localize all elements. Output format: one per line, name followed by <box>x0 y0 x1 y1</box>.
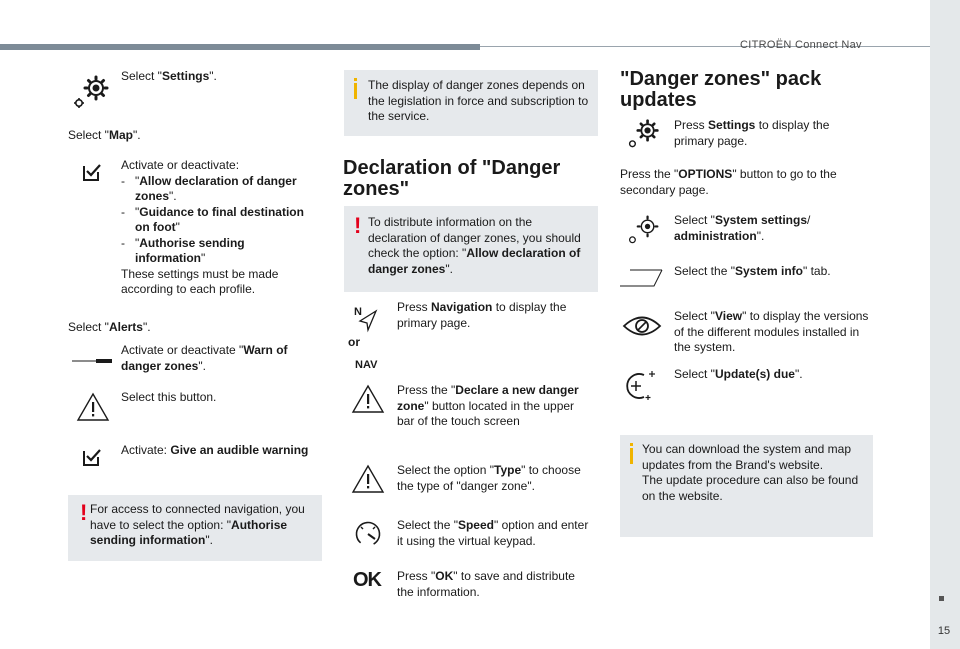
toggle-icon <box>72 351 112 369</box>
info-mark-icon <box>630 448 633 464</box>
select-view-text: Select "View" to display the versions of the different modules installed in the system. <box>674 309 869 354</box>
select-speed-text: Select the "Speed" option and enter it using the virtual keypad. <box>397 518 589 548</box>
select-map-text: Select "Map". <box>68 128 141 142</box>
activate-block: Activate or deactivate: - "Allow declaration of danger zones". - "Guidance to final destination on foot" - "Authorise sending information" These settings must be made according to each profile. <box>121 158 304 296</box>
audible-warning-text: Activate: Give an audible warning <box>121 443 309 457</box>
info-note-box: The display of danger zones depends on the legislation in force and subscription to the service. <box>344 70 598 136</box>
settings-icon <box>626 118 662 155</box>
header-rule <box>0 44 480 50</box>
settings-icon <box>72 74 112 115</box>
options-text: Press the "OPTIONS" button to go to the secondary page. <box>620 167 837 197</box>
warning-triangle-icon <box>76 392 110 427</box>
press-ok-text: Press "OK" to save and distribute the information. <box>397 569 575 599</box>
speedometer-icon <box>354 520 382 553</box>
warning-mark-icon: ! <box>354 213 362 238</box>
update-icon <box>622 369 658 408</box>
warning-triangle-icon <box>351 384 385 419</box>
ok-button-label: OK <box>353 569 381 591</box>
select-system-info-text: Select the "System info" tab. <box>674 264 831 278</box>
press-settings-text: Press Settings to display the primary page. <box>674 118 830 148</box>
navigation-arrow-icon <box>354 305 380 338</box>
nav-button-label: NAV <box>355 359 378 371</box>
select-settings-text: Select "Settings". <box>121 69 217 83</box>
select-alerts-text: Select "Alerts". <box>68 320 151 334</box>
warning-triangle-icon <box>351 464 385 499</box>
section-title-declaration: Declaration of "Danger zones" <box>343 157 561 200</box>
checkbox-edit-icon <box>82 447 102 472</box>
info-note-box: You can download the system and map updates from the Brand's website. The update procedure can also be found on the website. <box>620 435 873 537</box>
select-type-text: Select the option "Type" to choose the type of "danger zone". <box>397 463 581 493</box>
header-thin-rule <box>480 46 930 47</box>
or-label: or <box>348 335 360 349</box>
checkbox-edit-icon <box>82 162 102 187</box>
warning-note-box: ! To distribute information on the declaration of danger zones, you should check the option: "Allow declaration of danger zones". <box>344 206 598 292</box>
tab-icon <box>620 268 664 293</box>
warn-danger-zones-text: Activate or deactivate "Warn of danger zones". <box>121 343 288 373</box>
info-mark-icon <box>354 83 357 99</box>
settings-icon <box>626 214 662 251</box>
select-system-settings-text: Select "System settings/ administration". <box>674 213 811 243</box>
warning-mark-icon: ! <box>80 500 88 525</box>
declare-danger-zone-text: Press the "Declare a new danger zone" button located in the upper bar of the touch screen <box>397 383 579 428</box>
end-marker <box>939 596 944 601</box>
warning-note-box: ! For access to connected navigation, you have to select the option: "Authorise sending information". <box>68 495 322 561</box>
page-edge-strip <box>930 0 960 649</box>
svg-text:N: N <box>354 306 362 318</box>
section-title-pack-updates: "Danger zones" pack updates <box>620 68 822 111</box>
brand-header: CITROËN Connect Nav <box>740 39 862 51</box>
page-number: 15 <box>937 625 951 637</box>
select-button-text: Select this button. <box>121 390 217 404</box>
select-updates-due-text: Select "Update(s) due". <box>674 367 803 381</box>
eye-icon <box>622 313 662 344</box>
press-navigation-text: Press Navigation to display the primary page. <box>397 300 567 330</box>
